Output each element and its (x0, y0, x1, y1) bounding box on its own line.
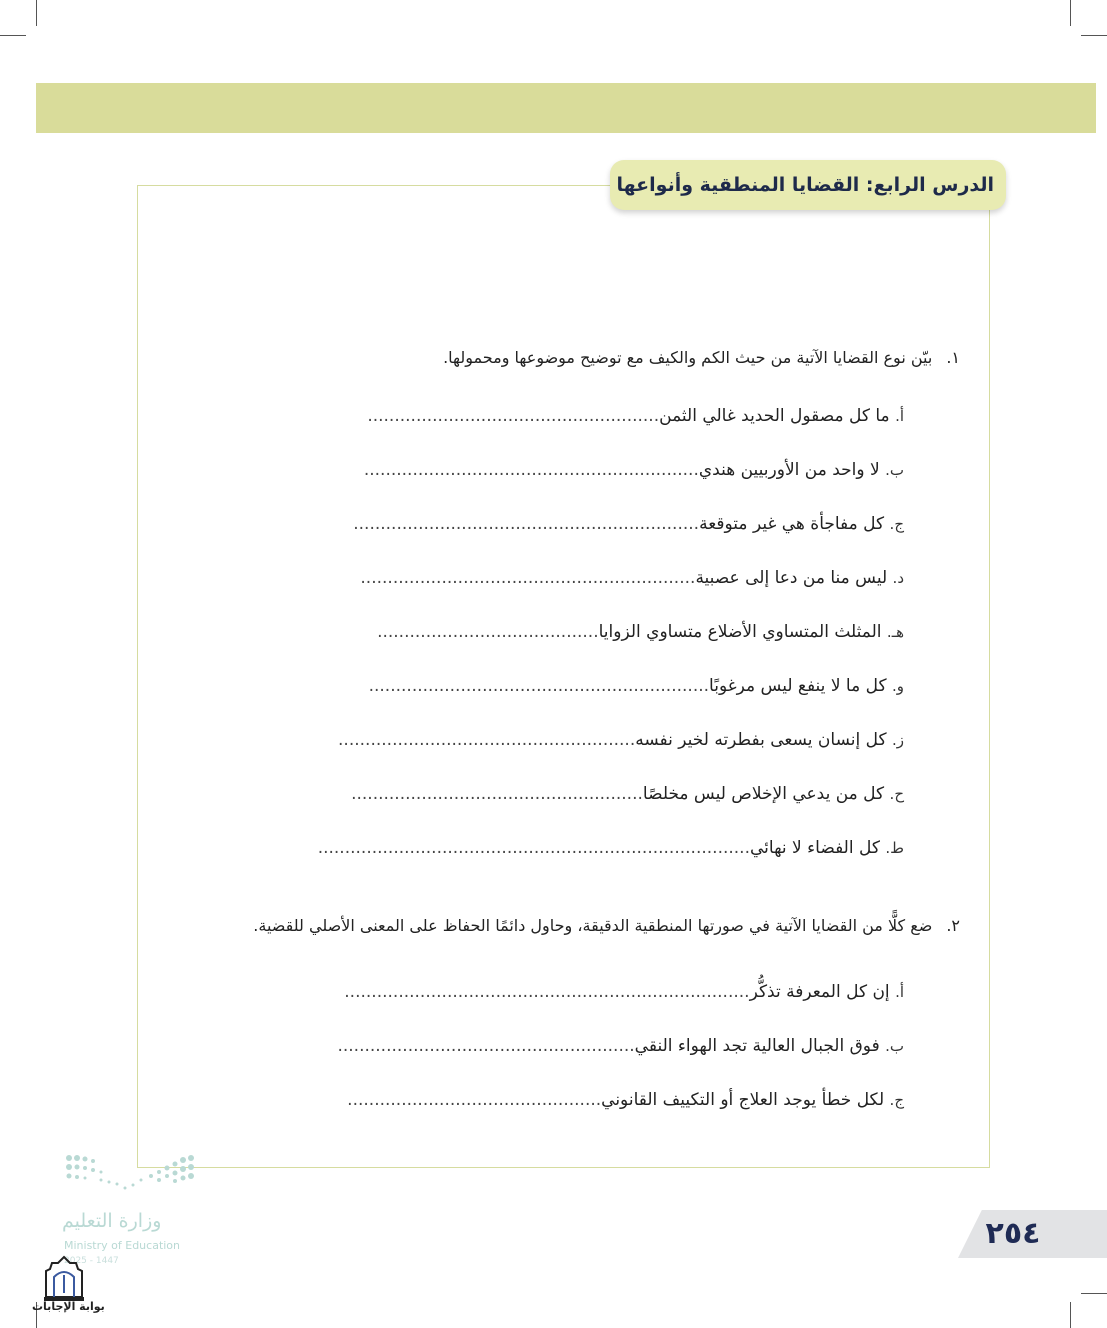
crop-mark (36, 0, 37, 26)
list-item (337, 1036, 904, 1056)
list-item (318, 838, 904, 858)
list-item (347, 1090, 904, 1110)
lesson-title-tab (610, 160, 1006, 210)
question-text: بيّن نوع القضايا الآتية من حيث الكم والكيف مع توضيح موضوعها ومحمولها. (443, 348, 933, 367)
item-letter: ج. (889, 515, 904, 533)
item-text: كل الفضاء لا نهائي (750, 838, 880, 858)
item-text: لكل خطأ يوجد العلاج أو التكييف القانوني (601, 1090, 885, 1110)
list-item (364, 460, 904, 480)
item-text: إن كل المعرفة تذكُّر (749, 982, 890, 1002)
watermark-text: بوابة الإجابات (32, 1300, 105, 1313)
answer-line[interactable]: ............................................................... (368, 676, 710, 696)
item-letter: هـ. (886, 623, 904, 641)
item-text: كل مفاجأة هي غير متوقعة (699, 514, 885, 534)
item-letter: ب. (885, 461, 904, 479)
lesson-title: الدرس الرابع: القضايا المنطقية وأنواعها (616, 174, 994, 196)
crop-mark (1070, 0, 1071, 26)
item-letter: أ. (895, 983, 904, 1001)
question-number: ١. (946, 348, 960, 367)
list-item (360, 568, 904, 588)
item-text: كل إنسان يسعى بفطرته لخير نفسه (635, 730, 887, 750)
answer-line[interactable]: ......................................... (377, 622, 599, 642)
answer-line[interactable]: ....................................................... (338, 730, 636, 750)
item-letter: ج. (889, 1091, 904, 1109)
ministry-years: 2025 - 1447 (64, 1256, 119, 1266)
item-letter: و. (891, 677, 904, 695)
item-letter: ب. (885, 1037, 904, 1055)
answer-line[interactable]: ........................................................................... (344, 982, 750, 1002)
item-text: ما كل مصقول الحديد غالي الثمن (659, 406, 890, 426)
crop-mark (0, 35, 26, 36)
item-letter: ز. (891, 731, 904, 749)
item-letter: د. (892, 569, 904, 587)
item-text: كل من يدعي الإخلاص ليس مخلصًا (642, 784, 885, 804)
item-text: كل ما لا ينفع ليس مرغوبًا (709, 676, 887, 696)
question-number: ٢. (946, 916, 960, 935)
list-item (369, 676, 904, 696)
question-2 (253, 916, 960, 935)
answer-line[interactable]: ...................................................... (367, 406, 660, 426)
crop-mark (1081, 35, 1107, 36)
crop-mark (1081, 1293, 1107, 1294)
question-text: ضع كلًّا من القضايا الآتية في صورتها المنطقية الدقيقة، وحاول دائمًا الحفاظ على المعنى الأصلي للقضية. (253, 916, 933, 935)
item-letter: أ. (895, 407, 904, 425)
question-1 (443, 348, 960, 367)
list-item (353, 514, 904, 534)
item-text: المثلث المتساوي الأضلاع متساوي الزوايا (598, 622, 882, 642)
list-item (351, 784, 904, 804)
item-text: فوق الجبال العالية تجد الهواء النقي (634, 1036, 880, 1056)
answer-line[interactable]: .............................................................. (363, 460, 699, 480)
crop-mark (1070, 1302, 1071, 1328)
ministry-name-arabic: وزارة التعليم (62, 1210, 162, 1232)
page-number: ٢٥٤ (985, 1216, 1041, 1251)
list-item (367, 406, 904, 426)
item-text: لا واحد من الأوربيين هندي (698, 460, 880, 480)
item-letter: ط. (885, 839, 904, 857)
answer-line[interactable]: ............................................... (347, 1090, 602, 1110)
list-item (377, 622, 904, 642)
answer-line[interactable]: .............................................................. (360, 568, 696, 588)
answer-line[interactable]: ................................................................................ (317, 838, 750, 858)
answer-line[interactable]: ...................................................... (351, 784, 643, 804)
list-item (344, 982, 904, 1002)
ministry-name-english: Ministry of Education (64, 1239, 181, 1252)
header-band (36, 83, 1096, 133)
lantern-icon (42, 1255, 86, 1303)
item-text: ليس منا من دعا إلى عصبية (695, 568, 888, 588)
ministry-logo-icon (55, 1150, 215, 1210)
answer-line[interactable]: ....................................................... (337, 1036, 635, 1056)
answer-line[interactable]: ................................................................ (353, 514, 700, 534)
item-letter: ح. (889, 785, 904, 803)
list-item (338, 730, 904, 750)
